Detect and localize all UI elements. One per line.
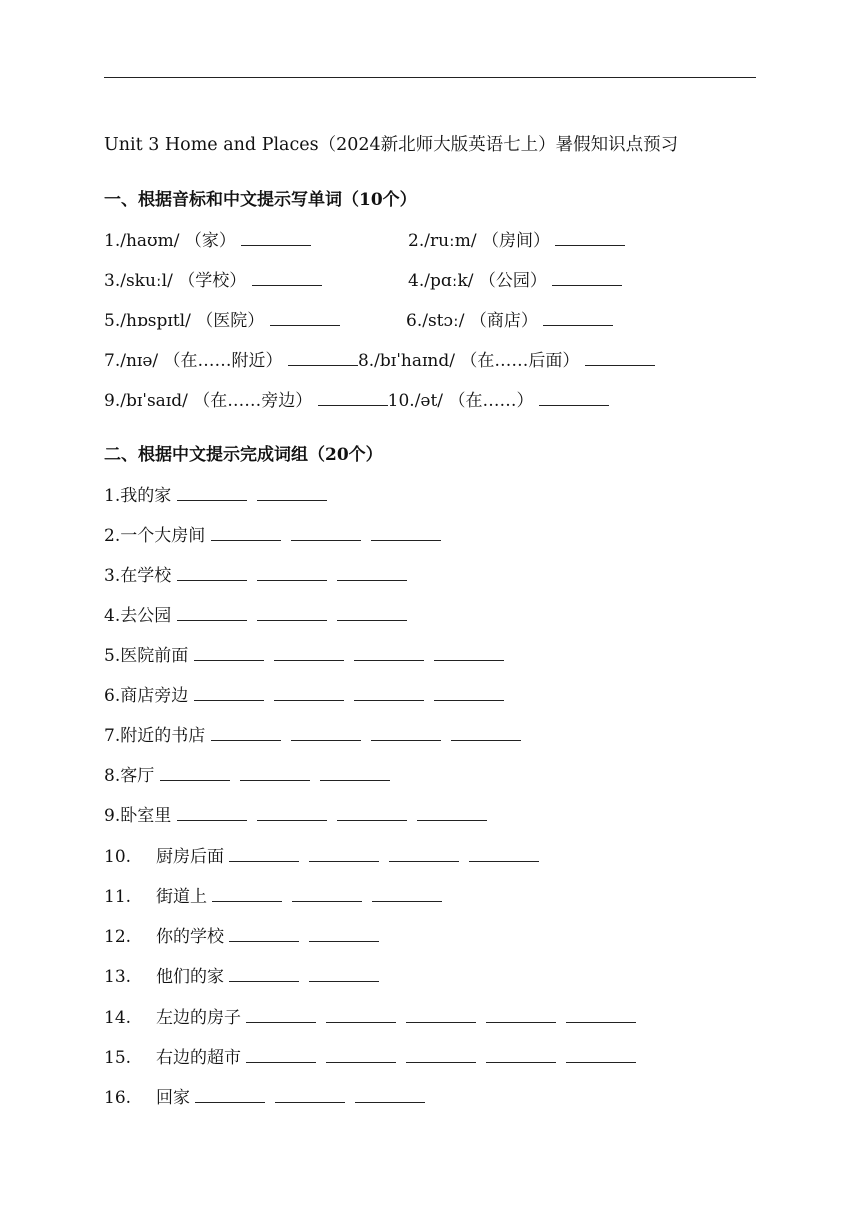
s2-item — [104, 604, 417, 628]
item-number: 3. — [104, 566, 121, 586]
answer-blank[interactable] — [451, 740, 521, 741]
section2-heading: 二、根据中文提示完成词组（20个） — [104, 445, 383, 465]
item-number: 2. — [104, 526, 121, 546]
s2-item — [104, 1046, 646, 1070]
answer-blank[interactable] — [257, 500, 327, 501]
item-number: 13. — [104, 967, 132, 987]
answer-blank[interactable] — [469, 861, 539, 862]
s1-item-2-text: 2./ruːm/ （房间） — [408, 231, 551, 251]
answer-blank[interactable] — [543, 325, 613, 326]
item-prompt: 我的家 — [120, 486, 172, 506]
answer-blank[interactable] — [274, 700, 344, 701]
s1-item-3 — [104, 269, 332, 293]
answer-blank[interactable] — [417, 820, 487, 821]
answer-blank[interactable] — [177, 620, 247, 621]
answer-blank[interactable] — [291, 540, 361, 541]
s2-item — [104, 644, 514, 668]
item-number: 4. — [104, 606, 121, 626]
answer-blank[interactable] — [372, 901, 442, 902]
answer-blank[interactable] — [212, 901, 282, 902]
s1-item-5-text: 5./hɒspɪtl/ （医院） — [104, 311, 265, 331]
answer-blank[interactable] — [292, 901, 362, 902]
answer-blank[interactable] — [257, 820, 327, 821]
s2-item — [104, 925, 389, 949]
item-prompt: 他们的家 — [156, 967, 224, 987]
answer-blank[interactable] — [240, 780, 310, 781]
answer-blank[interactable] — [337, 620, 407, 621]
document-title: Unit 3 Home and Places（2024新北师大版英语七上）暑假知识点预习 — [104, 135, 679, 155]
s2-item — [104, 845, 549, 869]
s1-item-6 — [406, 309, 623, 333]
s2-item — [104, 804, 497, 828]
s2-item — [104, 524, 451, 548]
answer-blank[interactable] — [434, 660, 504, 661]
top-rule — [104, 77, 756, 78]
answer-blank[interactable] — [539, 405, 609, 406]
s1-item-9-text: 9./bɪˈsaɪd/ （在……旁边） — [104, 391, 313, 411]
answer-blank[interactable] — [326, 1062, 396, 1063]
item-number: 16. — [104, 1088, 132, 1108]
answer-blank[interactable] — [309, 981, 379, 982]
answer-blank[interactable] — [194, 700, 264, 701]
s2-item — [104, 1006, 646, 1030]
s2-item — [104, 724, 531, 748]
s1-item-4-text: 4./pɑːk/ （公园） — [408, 271, 547, 291]
s2-item — [104, 1086, 435, 1110]
answer-blank[interactable] — [555, 245, 625, 246]
item-prompt: 你的学校 — [156, 927, 224, 947]
s1-item-7 — [104, 349, 665, 373]
s2-item — [104, 564, 417, 588]
item-prompt: 在学校 — [120, 566, 172, 586]
s1-item-6-text: 6./stɔː/ （商店） — [406, 311, 538, 331]
answer-blank[interactable] — [246, 1022, 316, 1023]
answer-blank[interactable] — [257, 580, 327, 581]
answer-blank[interactable] — [406, 1062, 476, 1063]
answer-blank[interactable] — [229, 941, 299, 942]
answer-blank[interactable] — [389, 861, 459, 862]
answer-blank[interactable] — [246, 1062, 316, 1063]
item-number: 5. — [104, 646, 121, 666]
answer-blank[interactable] — [318, 405, 388, 406]
answer-blank[interactable] — [177, 580, 247, 581]
item-prompt: 附近的书店 — [120, 726, 206, 746]
item-prompt: 厨房后面 — [156, 847, 224, 867]
s2-item — [104, 965, 389, 989]
item-prompt: 回家 — [156, 1088, 190, 1108]
answer-blank[interactable] — [252, 285, 322, 286]
answer-blank[interactable] — [211, 540, 281, 541]
answer-blank[interactable] — [337, 580, 407, 581]
item-prompt: 商店旁边 — [120, 686, 189, 706]
answer-blank[interactable] — [552, 285, 622, 286]
answer-blank[interactable] — [354, 700, 424, 701]
s1-item-1-text: 1./haʊm/ （家） — [104, 231, 236, 251]
s1-item-10-text: 10./ət/ （在……） — [387, 391, 534, 411]
answer-blank[interactable] — [320, 780, 390, 781]
answer-blank[interactable] — [211, 740, 281, 741]
answer-blank[interactable] — [270, 325, 340, 326]
answer-blank[interactable] — [160, 780, 230, 781]
s1-item-8-text: 8./bɪˈhaɪnd/ （在……后面） — [357, 351, 580, 371]
answer-blank[interactable] — [291, 740, 361, 741]
s2-item — [104, 885, 452, 909]
item-prompt: 医院前面 — [120, 646, 189, 666]
item-number: 8. — [104, 766, 121, 786]
s1-item-5 — [104, 309, 350, 333]
item-number: 9. — [104, 806, 121, 826]
answer-blank[interactable] — [288, 365, 358, 366]
item-number: 6. — [104, 686, 121, 706]
item-number: 15. — [104, 1048, 132, 1068]
item-number: 7. — [104, 726, 121, 746]
answer-blank[interactable] — [486, 1062, 556, 1063]
s2-item — [104, 764, 400, 788]
item-prompt: 左边的房子 — [156, 1008, 241, 1028]
s1-item-3-text: 3./skuːl/ （学校） — [104, 271, 247, 291]
answer-blank[interactable] — [177, 500, 247, 501]
section1-heading: 一、根据音标和中文提示写单词（10个） — [104, 190, 417, 210]
answer-blank[interactable] — [326, 1022, 396, 1023]
item-number: 10. — [104, 847, 132, 867]
answer-blank[interactable] — [585, 365, 655, 366]
s1-item-2 — [408, 229, 635, 253]
s1-item-9 — [104, 389, 619, 413]
answer-blank[interactable] — [241, 245, 311, 246]
s1-item-1 — [104, 229, 321, 253]
s1-item-4 — [408, 269, 632, 293]
answer-blank[interactable] — [195, 1102, 265, 1103]
answer-blank[interactable] — [194, 660, 264, 661]
answer-blank[interactable] — [354, 660, 424, 661]
item-prompt: 去公园 — [120, 606, 172, 626]
item-prompt: 卧室里 — [120, 806, 172, 826]
answer-blank[interactable] — [274, 660, 344, 661]
answer-blank[interactable] — [566, 1022, 636, 1023]
answer-blank[interactable] — [371, 740, 441, 741]
item-prompt: 右边的超市 — [156, 1048, 241, 1068]
item-prompt: 客厅 — [120, 766, 155, 786]
answer-blank[interactable] — [229, 861, 299, 862]
answer-blank[interactable] — [371, 540, 441, 541]
answer-blank[interactable] — [177, 820, 247, 821]
answer-blank[interactable] — [355, 1102, 425, 1103]
s2-item — [104, 684, 514, 708]
answer-blank[interactable] — [434, 700, 504, 701]
answer-blank[interactable] — [406, 1022, 476, 1023]
answer-blank[interactable] — [309, 861, 379, 862]
item-number: 11. — [104, 887, 132, 907]
answer-blank[interactable] — [257, 620, 327, 621]
s2-item — [104, 484, 337, 508]
item-number: 1. — [104, 486, 121, 506]
s1-item-7-text: 7./nɪə/ （在……附近） — [104, 351, 283, 371]
answer-blank[interactable] — [229, 981, 299, 982]
item-number: 14. — [104, 1008, 132, 1028]
item-number: 12. — [104, 927, 132, 947]
answer-blank[interactable] — [337, 820, 407, 821]
item-prompt: 一个大房间 — [120, 526, 206, 546]
answer-blank[interactable] — [309, 941, 379, 942]
item-prompt: 街道上 — [156, 887, 207, 907]
answer-blank[interactable] — [275, 1102, 345, 1103]
answer-blank[interactable] — [566, 1062, 636, 1063]
answer-blank[interactable] — [486, 1022, 556, 1023]
